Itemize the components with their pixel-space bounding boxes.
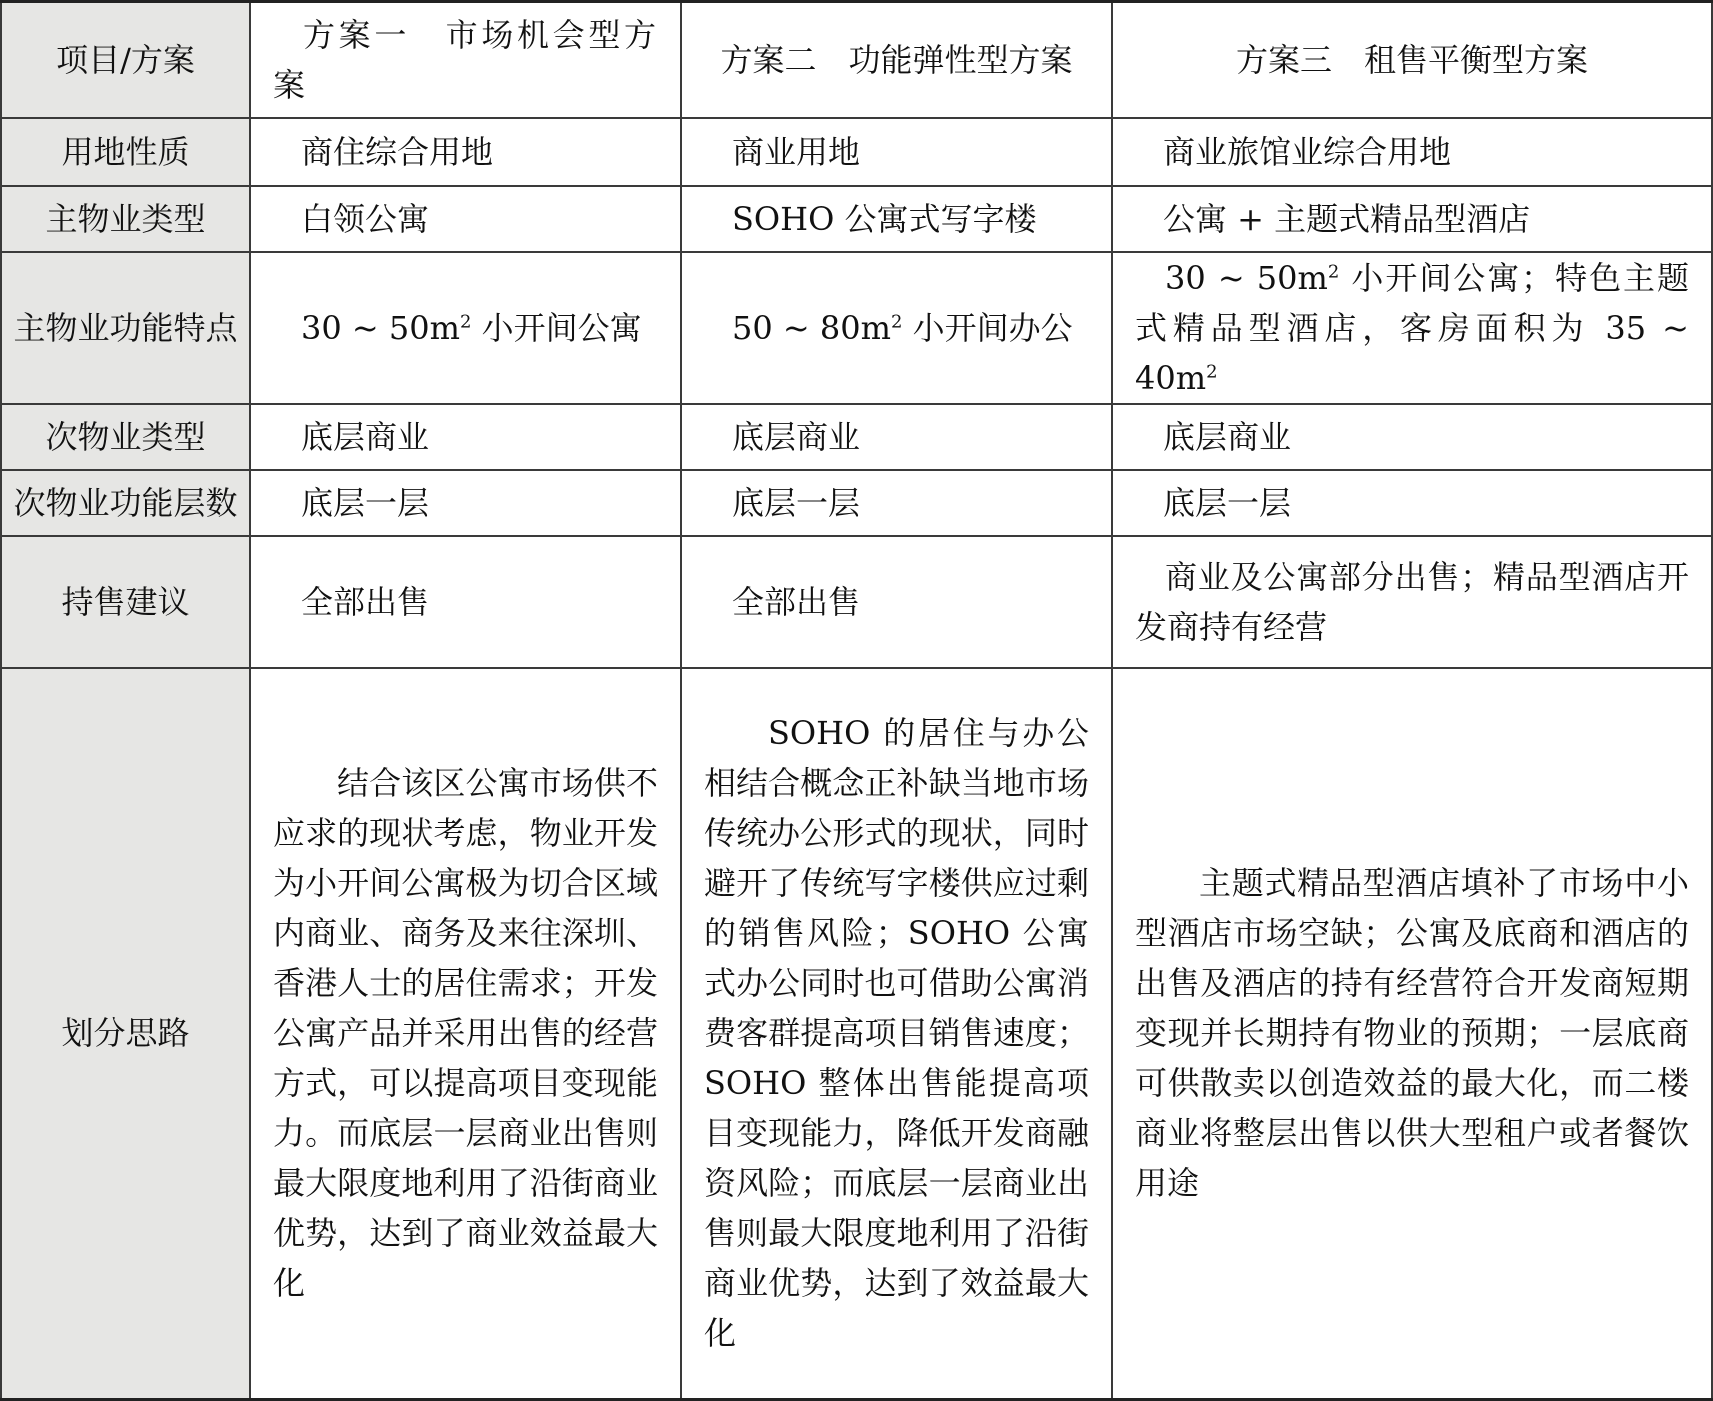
- area-range-text: 30 ~ 50m: [1165, 258, 1328, 297]
- table-row: [1, 536, 1712, 668]
- cell-scheme-1: 全部出售: [250, 536, 681, 668]
- row-label: 划分思路: [1, 668, 250, 1400]
- table-row: [1, 118, 1712, 186]
- header-cell-item: 项目/方案: [1, 2, 250, 118]
- row-label: 用地性质: [1, 118, 250, 186]
- row-label: 次物业类型: [1, 404, 250, 470]
- cell-scheme-3: [1112, 252, 1712, 404]
- area-range-text: 30 ~ 50m: [301, 308, 460, 347]
- row-label: 主物业类型: [1, 186, 250, 252]
- table-row: [1, 186, 1712, 252]
- table-header-row: [1, 2, 1712, 118]
- cell-scheme-3: 主题式精品型酒店填补了市场中小型酒店市场空缺；公寓及底商和酒店的出售及酒店的持有经营符合开发商短期变现并长期持有物业的预期；一层底商可供散卖以创造效益的最大化，而二楼商业将整层出售以供大型租户或者餐饮用途: [1112, 668, 1712, 1400]
- row-label: 次物业功能层数: [1, 470, 250, 536]
- cell-scheme-2: 全部出售: [681, 536, 1112, 668]
- feature-text: 小开间公寓；特色主题式精品型酒店，客房面积为 35 ~ 40m: [1135, 258, 1689, 397]
- cell-scheme-2: [681, 252, 1112, 404]
- header-cell-scheme-3: 方案三 租售平衡型方案: [1112, 2, 1712, 118]
- header-cell-scheme-2: 方案二 功能弹性型方案: [681, 2, 1112, 118]
- table-row: [1, 668, 1712, 1400]
- cell-scheme-3: 商业及公寓部分出售；精品型酒店开发商持有经营: [1112, 536, 1712, 668]
- row-label: 持售建议: [1, 536, 250, 668]
- feature-text: 小开间公寓: [471, 308, 642, 347]
- table-row: [1, 252, 1712, 404]
- superscript: 2: [1206, 360, 1218, 382]
- cell-scheme-1: 底层商业: [250, 404, 681, 470]
- cell-scheme-3: 底层商业: [1112, 404, 1712, 470]
- cell-scheme-2: 底层商业: [681, 404, 1112, 470]
- cell-scheme-3: 底层一层: [1112, 470, 1712, 536]
- superscript: 2: [1327, 260, 1340, 282]
- table-row: [1, 470, 1712, 536]
- feature-text: 小开间办公: [902, 308, 1073, 347]
- cell-scheme-2: 底层一层: [681, 470, 1112, 536]
- cell-scheme-1: 商住综合用地: [250, 118, 681, 186]
- header-cell-scheme-1: 方案一 市场机会型方案: [250, 2, 681, 118]
- cell-scheme-3: 商业旅馆业综合用地: [1112, 118, 1712, 186]
- cell-scheme-2: SOHO 公寓式写字楼: [681, 186, 1112, 252]
- cell-scheme-1: [250, 252, 681, 404]
- cell-scheme-2: SOHO 的居住与办公相结合概念正补缺当地市场传统办公形式的现状，同时避开了传统写字楼供应过剩的销售风险；SOHO 公寓式办公同时也可借助公寓消费客群提高项目销售速度；SOHO 整体出售能提高项目变现能力，降低开发商融资风险；而底层一层商业出售则最大限度地利用了沿街商业优势，达到了效益最大化: [681, 668, 1112, 1400]
- cell-scheme-3: 公寓 + 主题式精品型酒店: [1112, 186, 1712, 252]
- superscript: 2: [890, 310, 903, 332]
- cell-scheme-2: 商业用地: [681, 118, 1112, 186]
- row-label: 主物业功能特点: [1, 252, 250, 404]
- area-range-text: 50 ~ 80m: [732, 308, 891, 347]
- cell-scheme-1: 结合该区公寓市场供不应求的现状考虑，物业开发为小开间公寓极为切合区域内商业、商务及来往深圳、香港人士的居住需求；开发公寓产品并采用出售的经营方式，可以提高项目变现能力。而底层一层商业出售则最大限度地利用了沿街商业优势，达到了商业效益最大化: [250, 668, 681, 1400]
- table-row: [1, 404, 1712, 470]
- cell-scheme-1: 底层一层: [250, 470, 681, 536]
- cell-scheme-1: 白领公寓: [250, 186, 681, 252]
- superscript: 2: [459, 310, 472, 332]
